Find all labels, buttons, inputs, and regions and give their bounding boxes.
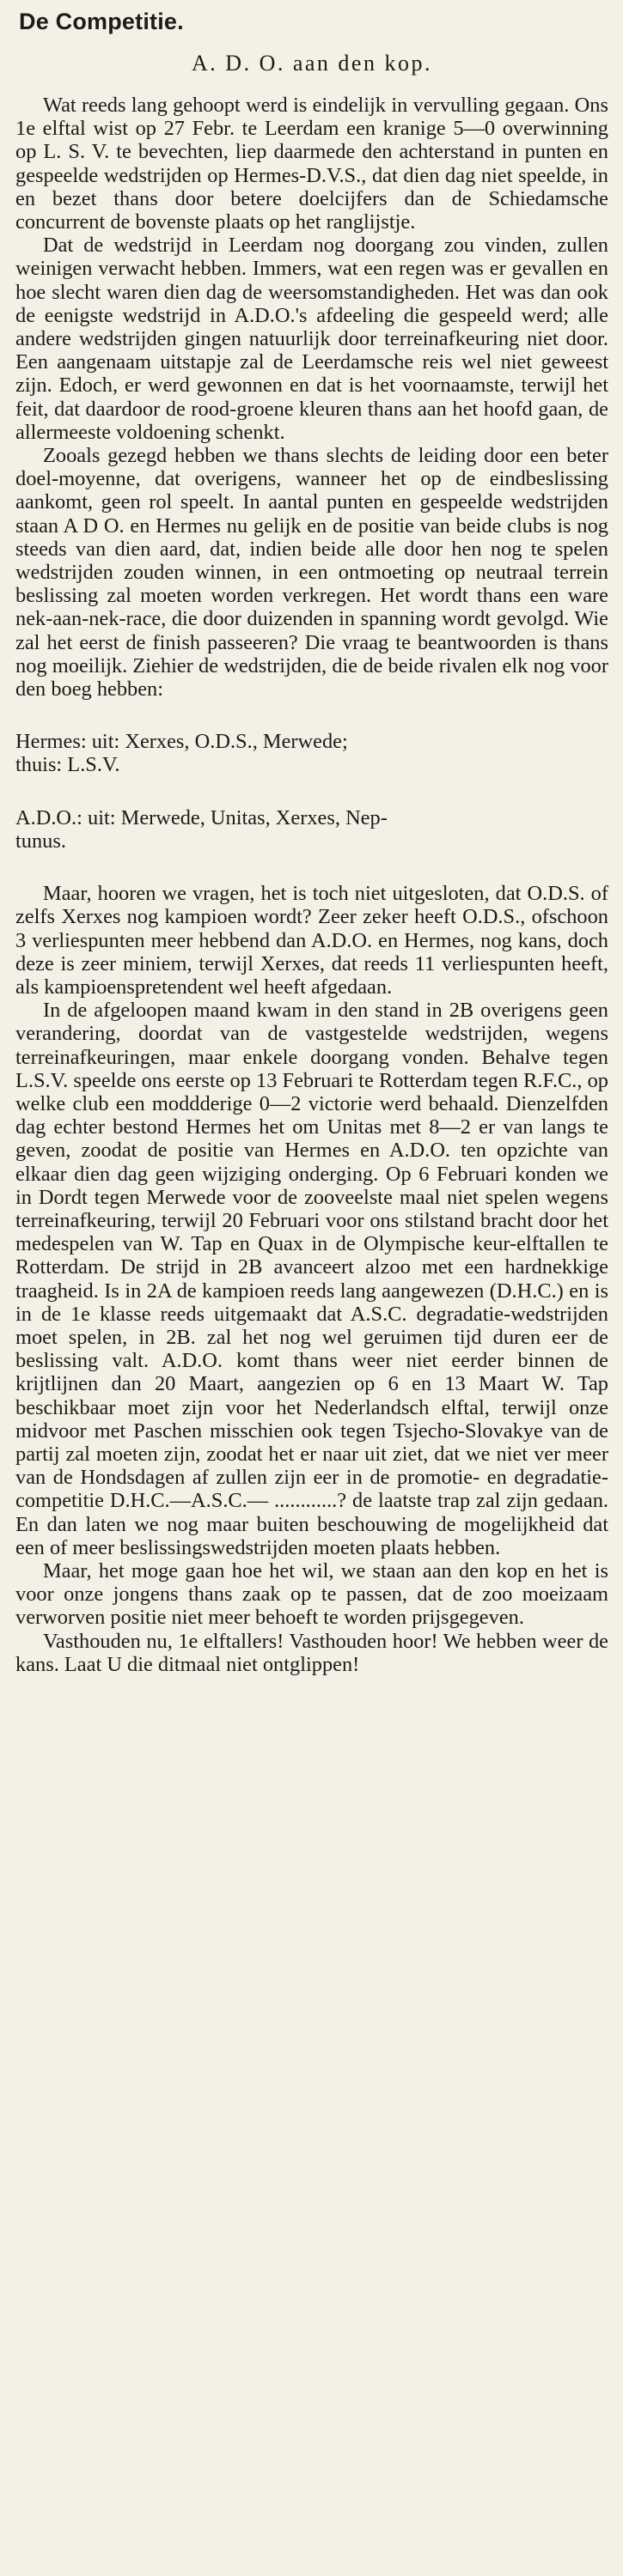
paragraph: Zooals gezegd hebben we thans slechts de leiding door een beter doel-moyenne, dat overigens, wanneer het op de eindbeslissing aankomt, geen rol speelt. In aantal punten en gespeelde wedstrijden staan A D O. en Hermes nu gelijk en de positie van beide clubs is nog steeds van dien aard, dat, indien beide alle door hen nog te spelen wedstrijden zouden winnen, in een ontmoeting op neutraal terrein beslissing zal moeten worden verkregen. Het wordt thans een ware nek-aan-nek-race, die door duizenden in spanning wordt gevolgd. Wie zal het eerst de finish passeeren? Die vraag te beantwoorden is thans nog moeilijk. Ziehier de wedstrijden, die de beide rivalen elk nog voor den boeg hebben: xyxy=(15,444,608,702)
section-title: De Competitie. xyxy=(19,9,184,34)
paragraph: Wat reeds lang gehoopt werd is eindelijk in vervulling gegaan. Ons 1e elftal wist op 27 Febr. te Leerdam een kranige 5—0 overwinning op L. S. V. te bevechten, liep daarmede den achterstand in punten en gespeelde wedstrijden op Hermes-D.V.S., dat dien dag niet speelde, in en bezet thans door betere doelcijfers dan de Schiedamsche concurrent de bovenste plaats op het ranglijstje. xyxy=(15,94,608,234)
fixture-ado-away-cont: tunus. xyxy=(15,829,66,853)
fixture-list xyxy=(15,730,608,853)
fixture-hermes-home: thuis: L.S.V. xyxy=(15,753,120,777)
fixture-ado-away: A.D.O.: uit: Merwede, Unitas, Xerxes, Nep- xyxy=(15,805,388,829)
paragraph: Dat de wedstrijd in Leerdam nog doorgang zou vinden, zullen weinigen verwacht hebben. Immers, wat een regen was er gevallen en hoe slecht waren dien dag de weersomstandigheden. Het was dan ook de eenigste wedstrijd in A.D.O.'s afdeeling die gespeeld werd; alle andere wedstrijden gingen natuurlijk door terreinafkeuring niet door. Een aangenaam uitstapje zal de Leerdamsche reis wel niet geweest zijn. Edoch, er werd gewonnen en dat is het voornaamste, terwijl het feit, dat daardoor de rood-groene kleuren thans aan het hoofd gaan, de allermeeste voldoening schenkt. xyxy=(15,234,608,444)
paragraph: Vasthouden nu, 1e elftallers! Vasthouden hoor! We hebben weer de kans. Laat U die ditmaal niet ontglippen! xyxy=(15,1629,608,1676)
paragraph: Maar, het moge gaan hoe het wil, we staan aan den kop en het is voor onze jongens thans zaak op te passen, dat de zoo moeizaam verworven positie niet meer behoeft te worden prijsgegeven. xyxy=(15,1558,608,1630)
article-column xyxy=(15,9,608,1676)
paragraph: In de afgeloopen maand kwam in den stand in 2B overigens geen verandering, doordat van de vastgestelde wedstrijden, wegens terreinafkeuringen, maar enkele doorgang vonden. Behalve tegen L.S.V. speelde ons eerste op 13 Februari te Rotterdam tegen R.F.C., op welke club een moddderige 0—2 victorie werd behaald. Dienzelfden dag echter bestond Hermes het om Unitas met 8—2 er van langs te geven, zoodat de positie van Hermes en A.D.O. ten opzichte van elkaar dien dag geen wijziging onderging. Op 6 Februari konden we in Dordt tegen Merwede voor de zooveelste maal niet spelen wegens terreinafkeuring, terwijl 20 Februari voor ons stilstand bracht door het medespelen van W. Tap en Quax in de Olympische keur-elftallen te Rotterdam. De strijd in 2B avanceert alzoo met een hardnekkige traagheid. Is in 2A de kampioen reeds lang aangewezen (D.H.C.) en is in de 1e klasse reeds uitgemaakt dat A.S.C. degradatie-wedstrijden moet spelen, in 2B. zal het nog wel geruimen tijd duren eer de beslissing valt. A.D.O. komt thans weer niet eerder binnen de krijtlijnen dan 20 Maart, aangezien op 6 en 13 Maart W. Tap beschikbaar moet zijn voor het Nederlandsch elftal, terwijl onze midvoor met Paschen misschien ook tegen Tsjecho-Slovakye van de partij zal moeten zijn, zoodat het er naar uit ziet, dat we niet ver meer van de Hondsdagen af zullen zijn eer in de promotie- en degradatie-competitie D.H.C.—A.S.C.— ............? de laatste trap zal zijn gedaan. En dan laten we nog maar buiten beschouwing de mogelijkheid dat een of meer beslissingswedstrijden moeten plaats hebben. xyxy=(15,999,608,1559)
article-headline: A. D. O. aan den kop. xyxy=(192,51,432,76)
paragraph: Maar, hooren we vragen, het is toch niet uitgesloten, dat O.D.S. of zelfs Xerxes nog kampioen wordt? Zeer zeker heeft O.D.S., ofschoon 3 verliespunten meer hebbend dan A.D.O. en Hermes, nog kans, doch deze is zeer miniem, terwijl Xerxes, dat reeds 11 verliespunten heeft, als kampioenspretendent wel heeft afgedaan. xyxy=(15,882,608,999)
fixture-hermes-away: Hermes: uit: Xerxes, O.D.S., Merwede; xyxy=(15,730,348,754)
